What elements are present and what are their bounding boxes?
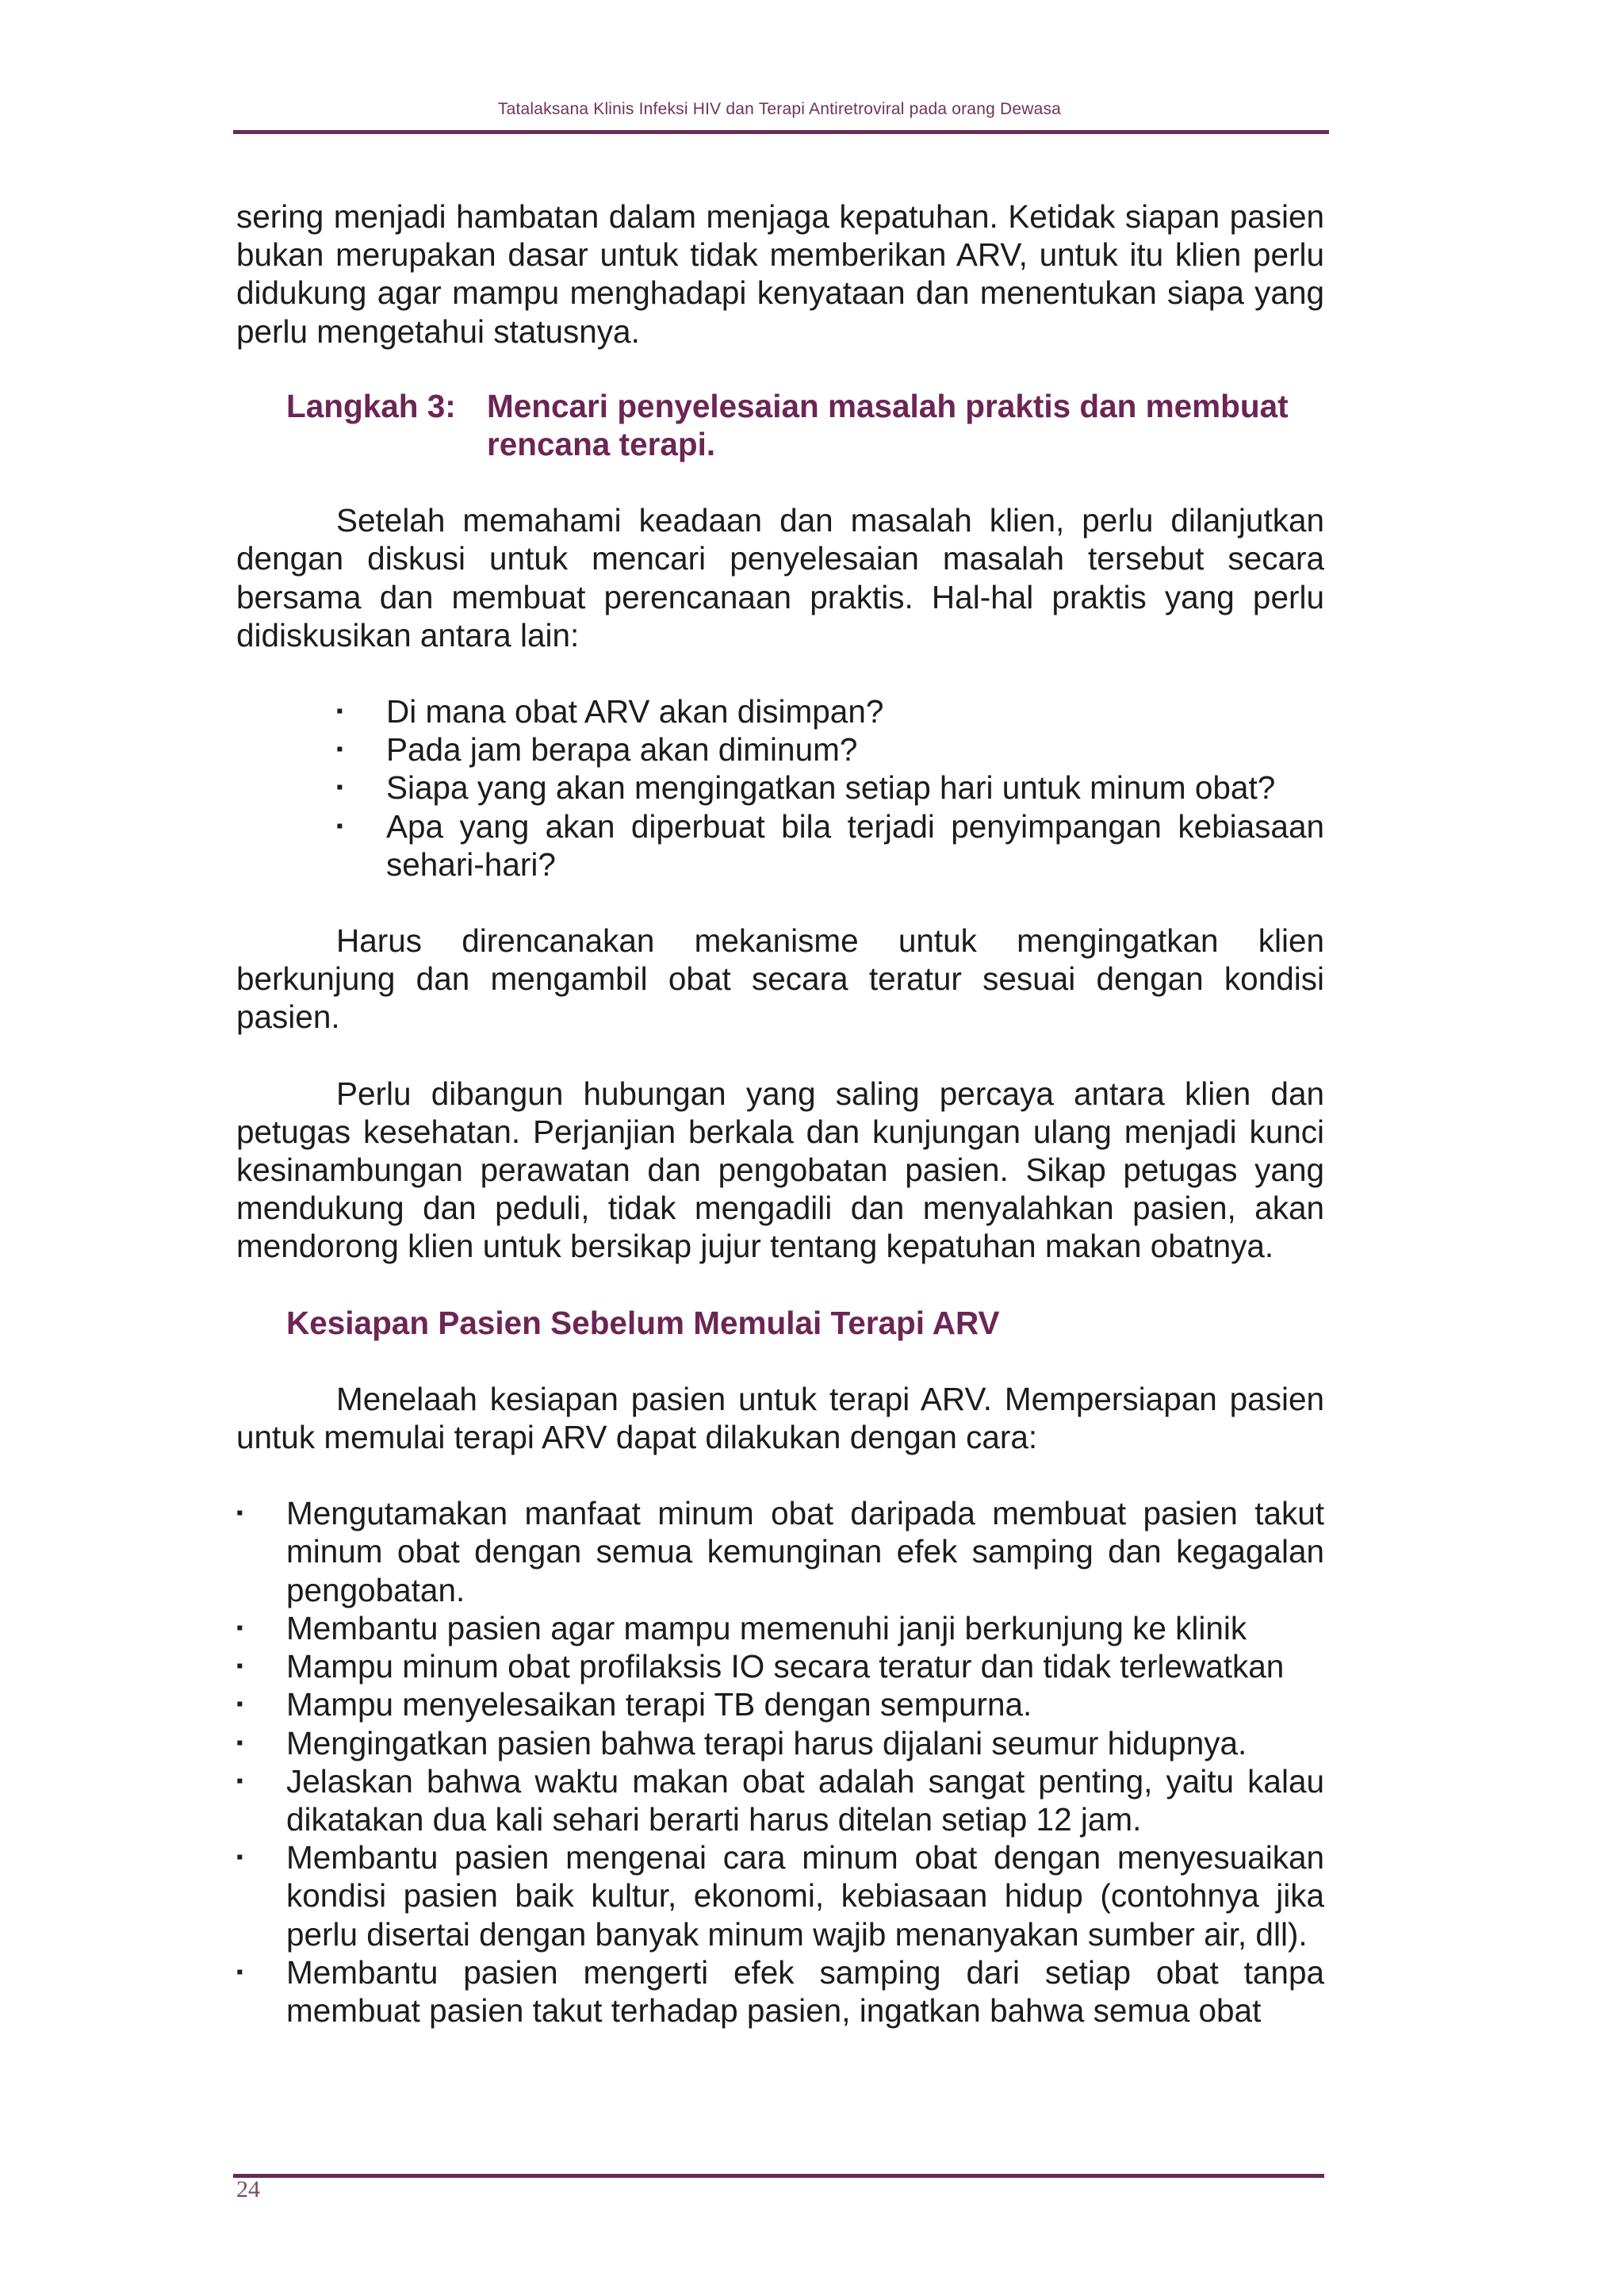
list-item: ▪ Siapa yang akan mengingatkan setiap hari untuk minum obat? [336,769,1276,807]
list-item: ▪ Apa yang akan diperbuat bila terjadi penyimpangan kebiasaan sehari-hari? [336,807,1324,883]
step-label: Langkah 3: [286,387,456,424]
bullet-icon: ▪ [236,1731,243,1754]
step-heading [286,387,1324,463]
question-list [336,692,1324,884]
bullet-icon: ▪ [236,1961,243,1983]
section-paragraph: Menelaah kesiapan pasien untuk terapi ARV. Mempersiapan pasien untuk memulai terapi ARV dapat dilakukan dengan cara: [236,1380,1324,1456]
list-item: ▪ Mampu minum obat profilaksis IO secara teratur dan tidak terlewatkan [236,1648,1285,1685]
list-item: ▪ Di mana obat ARV akan disimpan? [336,693,884,730]
step-title: Mencari penyelesaian masalah praktis dan membuat rencana terapi. [487,387,1289,463]
page-number: 24 [236,2176,260,2202]
list-item: ▪ Membantu pasien agar mampu memenuhi janji berkunjung ke klinik [236,1609,1247,1646]
trust-paragraph: Perlu dibangun hubungan yang saling percaya antara klien dan petugas kesehatan. Perjanjian berkala dan kunjungan ulang menjadi kunci kesinambungan perawatan dan pengobatan pasien. Sikap petugas yang mendukung dan peduli, tidak mengadili dan menyalahkan pasien, akan mendorong klien untuk bersikap jujur tentang kepatuhan makan obatnya. [236,1075,1324,1265]
page-content [236,197,1324,2030]
running-header: Tatalaksana Klinis Infeksi HIV dan Terapi Antiretroviral pada orang Dewasa [497,100,1062,118]
bullet-icon: ▪ [336,738,343,761]
list-item: ▪ Membantu pasien mengerti efek samping dari setiap obat tanpa membuat pasien takut terhadap pasien, ingatkan bahwa semua obat [236,1953,1324,2029]
bullet-icon: ▪ [236,1846,243,1869]
bullet-icon: ▪ [236,1693,243,1715]
bullet-icon: ▪ [236,1502,243,1524]
bullet-icon: ▪ [236,1616,243,1639]
header-rule [233,130,1329,134]
step-paragraph: Setelah memahami keadaan dan masalah klien, perlu dilanjutkan dengan diskusi untuk mencari penyelesaian masalah tersebut secara bersama dan membuat perencanaan praktis. Hal-hal praktis yang perlu didiskusikan antara lain: [236,502,1324,654]
bullet-icon: ▪ [236,1769,243,1792]
mechanism-paragraph: Harus direncanakan mekanisme untuk mengingatkan klien berkunjung dan mengambil obat secara teratur sesuai dengan kondisi pasien. [236,922,1324,1036]
footer-rule [233,2174,1324,2178]
preparation-list [236,1494,1324,2030]
section-heading: Kesiapan Pasien Sebelum Memulai Terapi ARV [286,1304,1000,1341]
intro-paragraph: sering menjadi hambatan dalam menjaga kepatuhan. Ketidak siapan pasien bukan merupakan dasar untuk tidak memberikan ARV, untuk itu klien perlu didukung agar mampu menghadapi kenyataan dan menentukan siapa yang perlu mengetahui statusnya. [236,198,1324,350]
list-item: ▪ Mampu menyelesaikan terapi TB dengan sempurna. [236,1686,1032,1723]
bullet-icon: ▪ [236,1655,243,1677]
list-item: ▪ Mengingatkan pasien bahwa terapi harus dijalani seumur hidupnya. [236,1724,1247,1761]
bullet-icon: ▪ [336,815,343,837]
list-item: ▪ Mengutamakan manfaat minum obat daripada membuat pasien takut minum obat dengan semua kemunginan efek samping dan kegagalan pengobatan. [236,1495,1324,1608]
bullet-icon: ▪ [336,700,343,723]
list-item: ▪ Pada jam berapa akan diminum? [336,731,858,769]
list-item: ▪ Membantu pasien mengenai cara minum obat dengan menyesuaikan kondisi pasien baik kultur, ekonomi, kebiasaan hidup (contohnya jika perlu disertai dengan banyak minum wajib menanyakan sumber air, dll). [236,1839,1324,1953]
bullet-icon: ▪ [336,776,343,799]
list-item: ▪ Jelaskan bahwa waktu makan obat adalah sangat penting, yaitu kalau dikatakan dua kali sehari berarti harus ditelan setiap 12 jam. [236,1762,1324,1838]
